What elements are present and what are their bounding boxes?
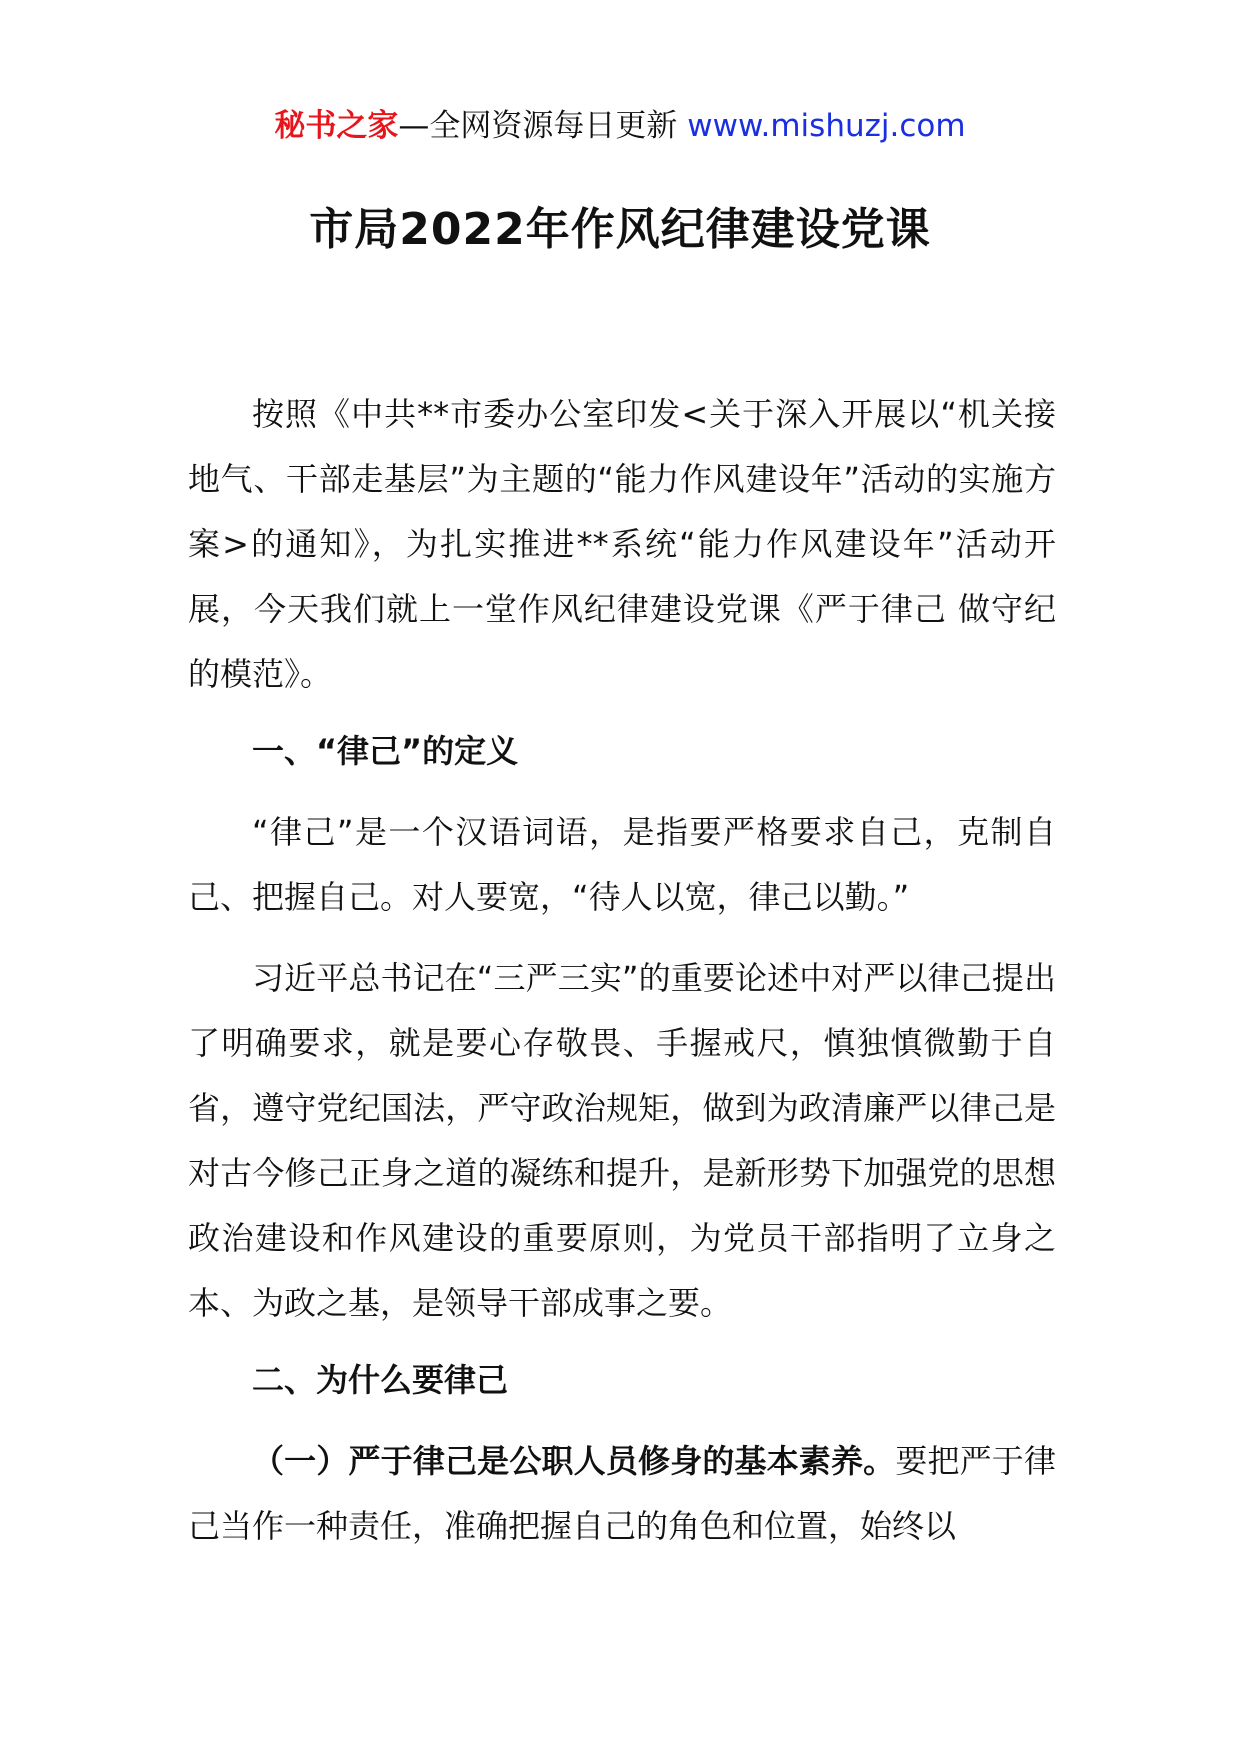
- website-link[interactable]: www.mishuzj.com: [687, 108, 966, 144]
- brand-name: 秘书之家: [274, 108, 399, 144]
- document-title: 市局2022年作风纪律建设党课: [309, 204, 931, 255]
- intro-paragraph: 按照《中共**市委办公室印发<关于深入开展以“机关接地气、干部走基层”为主题的“能力作风建设年”活动的实施方案>的通知》，为扎实推进**系统“能力作风建设年”活动开展，今天我们就上一堂作风纪律建设党课《严于律己 做守纪的模范》。: [188, 395, 1056, 693]
- section1-paragraph-2: 习近平总书记在“三严三实”的重要论述中对严以律己提出了明确要求，就是要心存敬畏、手握戒尺，慎独慎微勤于自省，遵守党纪国法，严守政治规矩，做到为政清廉严以律己是对古今修己正身之道的凝练和提升，是新形势下加强党的思想政治建设和作风建设的重要原则，为党员干部指明了立身之本、为政之基，是领导干部成事之要。: [188, 959, 1056, 1322]
- section1-paragraph-1: “律己”是一个汉语词语，是指要严格要求自己，克制自己、把握自己。对人要宽，“待人以宽，律己以勤。”: [188, 813, 1056, 916]
- header-banner: [0, 104, 1240, 148]
- header-tagline: —全网资源每日更新: [398, 108, 688, 144]
- section2-lead-sentence: （一）严于律己是公职人员修身的基本素养。: [252, 1442, 896, 1480]
- document-body: [188, 382, 1056, 1559]
- section2-paragraph-1: [188, 1429, 1056, 1559]
- section-heading-2: 二、为什么要律己: [252, 1361, 509, 1399]
- section-heading-1: 一、“律己”的定义: [252, 732, 519, 770]
- section2-paragraph-rest: 要把严于律己当作一种责任，准确把握自己的角色和位置，始终以: [188, 1442, 1056, 1545]
